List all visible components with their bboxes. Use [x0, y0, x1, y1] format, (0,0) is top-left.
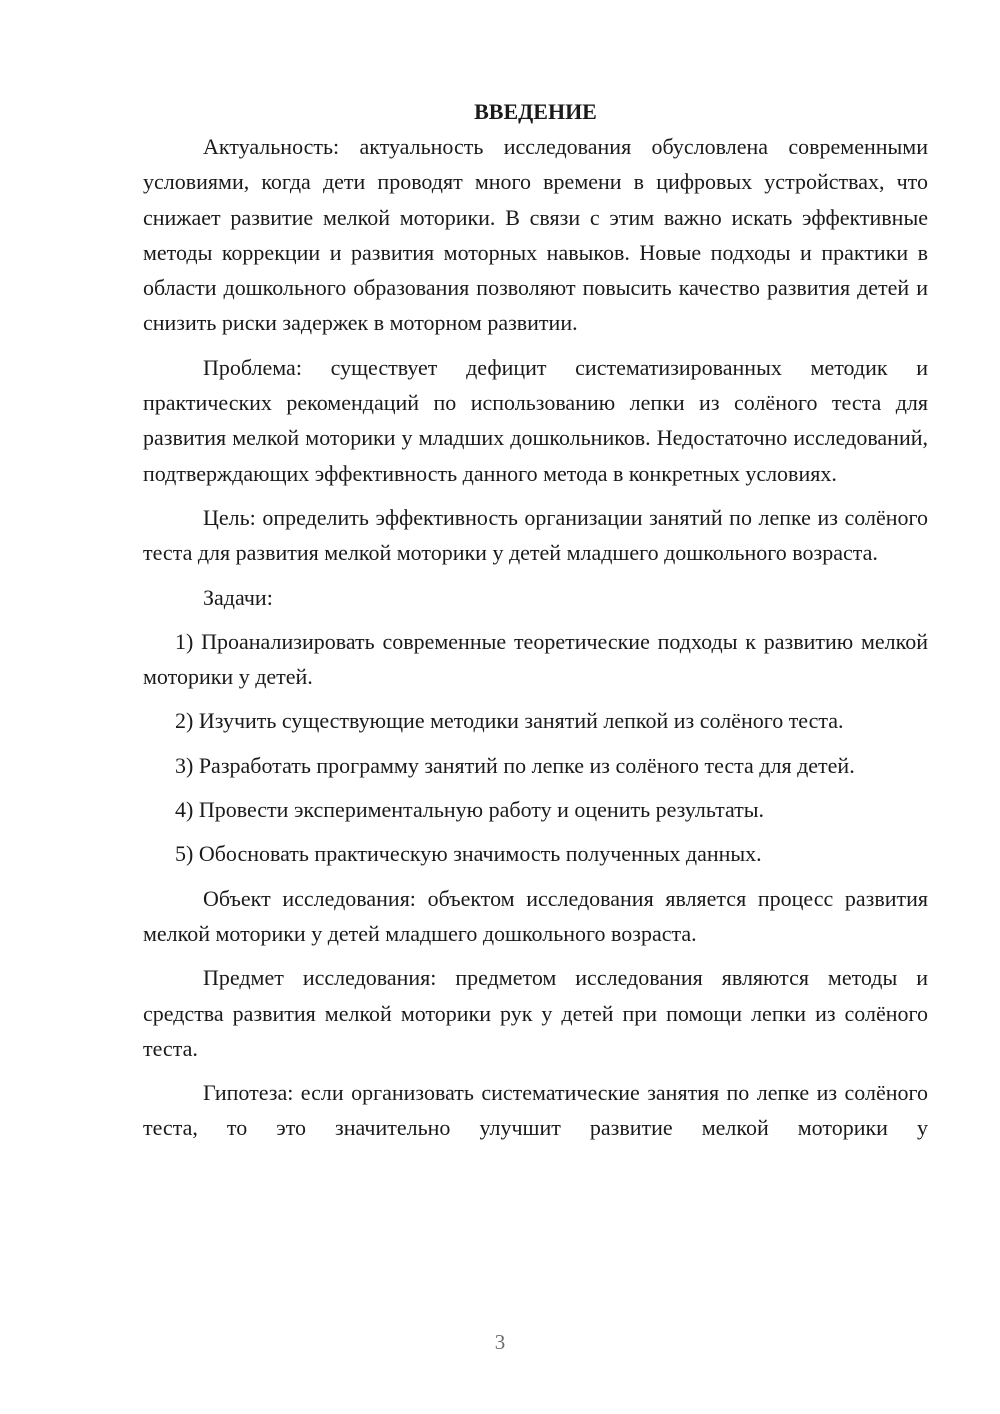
paragraph-goal: Цель: определить эффективность организации занятий по лепке из солёного теста для развития мелкой моторики у детей младшего дошкольного возраста.	[143, 504, 928, 566]
paragraph-problem: Проблема: существует дефицит систематизированных методик и практических рекомендаций по использованию лепки из солёного теста для развития мелкой моторики у младших дошкольников. Недостаточно исследований, подтверждающих эффективность данного метода в конкретных условиях.	[143, 354, 928, 486]
task-item-2: 2) Изучить существующие методики занятий лепкой из солёного теста.	[175, 708, 844, 734]
page-title: ВВЕДЕНИЕ	[474, 99, 597, 124]
tasks-heading: Задачи:	[203, 584, 273, 610]
paragraph-hypothesis: Гипотеза: если организовать систематические занятия по лепке из солёного теста, то это значительно улучшит развитие мелкой моторики у	[143, 1080, 928, 1141]
task-item-3: 3) Разработать программу занятий по лепке из солёного теста для детей.	[175, 752, 855, 778]
paragraph-object: Объект исследования: объектом исследования является процесс развития мелкой моторики у детей младшего дошкольного возраста.	[143, 885, 928, 946]
page-number: 3	[494, 1330, 506, 1354]
paragraph-relevance: Актуальность: актуальность исследования обусловлена современными условиями, когда дети проводят много времени в цифровых устройствах, что снижает развитие мелкой моторики. В связи с этим важно искать эффективные методы коррекции и развития моторных навыков. Новые подходы и практики в области дошкольного образования позволяют повысить качество развития детей и снизить риски задержек в моторном развитии.	[143, 134, 928, 336]
task-item-4: 4) Провести экспериментальную работу и оценить результаты.	[175, 797, 765, 823]
paragraph-subject: Предмет исследования: предметом исследования являются методы и средства развития мелкой моторики рук у детей при помощи лепки из солёного теста.	[143, 965, 928, 1061]
page-body	[143, 94, 928, 1155]
task-item-1: 1) Проанализировать современные теоретические подходы к развитию мелкой моторики у детей.	[143, 628, 928, 690]
task-item-5: 5) Обосновать практическую значимость полученных данных.	[175, 841, 762, 867]
